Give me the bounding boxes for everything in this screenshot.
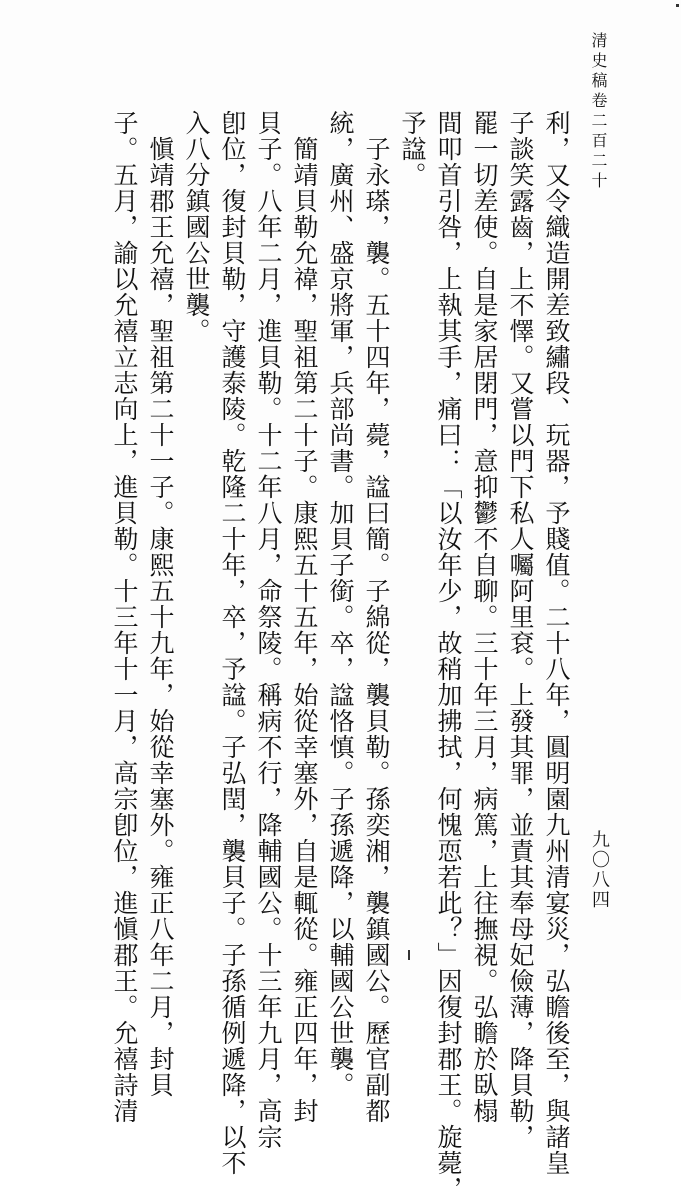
text-column-10: 簡靖貝勒允禕，聖祖第二十子。康熙五十五年，始從幸塞外，自是輒從。雍正四年，封 bbox=[290, 110, 319, 1124]
text-column-16: 子。五月，諭以允禧立志向上，進貝勒。十三年十一月，高宗卽位，進愼郡王。允禧詩清 bbox=[110, 110, 139, 1124]
book-title-header: 清史稿卷二百二十 bbox=[589, 32, 608, 192]
text-column-13: 入八分鎮國公世襲。 bbox=[182, 110, 211, 344]
text-column-12: 卽位，復封貝勒，守護泰陵。乾隆二十年，卒，予諡。子弘閏，襲貝子。子孫循例遞降，以不 bbox=[218, 110, 247, 1176]
text-column-7: 子永瑹，襲。五十四年，薨，諡曰簡。子綿從，襲貝勒。孫奕湘，襲鎮國公。歷官副都 bbox=[362, 110, 391, 1124]
text-column-2: 子談笑露齒，上不懌。又嘗以門下私人囑阿里袞。上發其罪，並責其奉母妃儉薄，降貝勒， bbox=[506, 110, 535, 1150]
text-column-11: 貝子。八年二月，進貝勒。十二年八月，命祭陵。稱病不行，降輔國公。十三年九月，高宗 bbox=[254, 110, 283, 1150]
scan-dot bbox=[408, 950, 410, 960]
text-column-8: 統，廣州、盛京將軍，兵部尚書。加貝子銜。卒，諡恪慎。子孫遞降，以輔國公世襲。 bbox=[326, 110, 355, 1098]
text-column-4: 間叩首引咎，上執其手，痛曰：「以汝年少，故稍加拂拭，何愧恧若此？」因復封郡王。旋薨， bbox=[434, 110, 463, 1202]
scan-dot-top bbox=[676, 4, 679, 7]
text-column-15: 愼靖郡王允禧，聖祖第二十一子。康熙五十九年，始從幸塞外。雍正八年二月，封貝 bbox=[146, 110, 175, 1098]
text-column-5: 予諡。 bbox=[398, 110, 427, 188]
text-column-1: 利，又令織造開差致繡段、玩器，予賤值。二十八年，圓明園九州清宴災，弘瞻後至，與諸皇 bbox=[542, 110, 571, 1176]
text-column-3: 罷一切差使。自是家居閉門，意抑鬱不自聊。三十年三月，病篤，上往撫視。弘瞻於臥榻 bbox=[470, 110, 499, 1124]
page-number: 九〇八四 bbox=[589, 830, 610, 910]
